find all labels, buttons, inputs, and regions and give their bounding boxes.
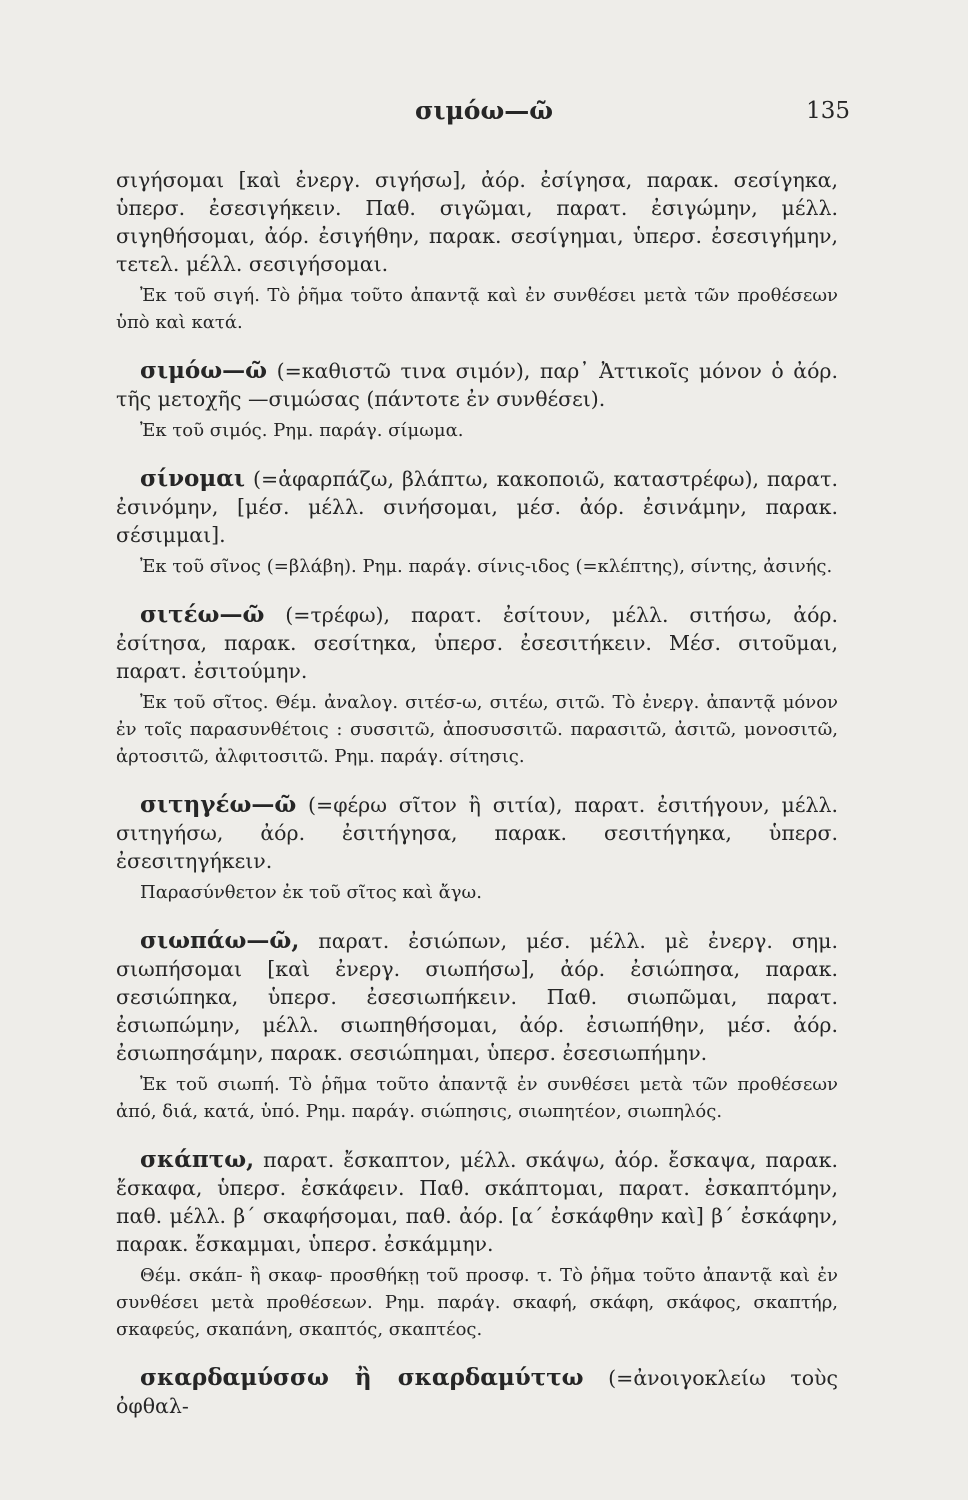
entry-definition — [116, 1146, 838, 1258]
entry-lemma: σίνομαι — [140, 465, 246, 492]
dictionary-entry — [116, 357, 838, 444]
entry-continuation-text: σιγήσομαι [καὶ ἐνεργ. σιγήσω], ἀόρ. ἐσίγησα, παρακ. σεσίγηκα, ὑπερσ. ἐσεσιγήκειν. Παθ. σιγῶμαι, παρατ. ἐσιγώμην, μέλλ. σιγηθήσομαι, ἀόρ. ἐσιγήθην, παρακ. σεσίγημαι, ὑπερσ. ἐσεσιγήμην, τετελ. μέλλ. σεσιγήσομαι. — [116, 168, 838, 276]
entry-lemma: σιτέω—ῶ — [140, 601, 265, 628]
entry-text: (=καθιστῶ τινα σιμόν), παρ᾽ Ἀττικοῖς μόνον ὁ ἀόρ. τῆς μετοχῆς —σιμώσας (πάντοτε ἐν συνθέσει). — [116, 359, 838, 411]
entry-lemma: σιμόω—ῶ — [140, 357, 268, 384]
dictionary-body — [116, 166, 838, 1441]
entry-note: Παρασύνθετον ἐκ τοῦ σῖτος καὶ ἄγω. — [140, 882, 482, 903]
entry-text: (=ἁφαρπάζω, βλάπτω, κακοποιῶ, καταστρέφω), παρατ. ἐσινόμην, [μέσ. μέλλ. σινήσομαι, μέσ. ἀόρ. ἐσινάμην, παρακ. σέσιμμαι]. — [116, 467, 838, 547]
page-header — [0, 96, 968, 136]
entry-lemma: σιωπάω—ῶ, — [140, 927, 300, 954]
entry-definition — [116, 927, 838, 1067]
entry-lemma: σιτηγέω—ῶ — [140, 791, 297, 818]
entry-text: (=ἀνοιγοκλείω τοὺς ὀφθαλ- — [116, 1366, 838, 1418]
entry-definition — [116, 357, 838, 413]
dictionary-entry — [116, 601, 838, 770]
dictionary-entry — [116, 1146, 838, 1343]
entry-note: Ἐκ τοῦ σιμός. Ρημ. παράγ. σίμωμα. — [140, 420, 464, 441]
entry-text: (=τρέφω), παρατ. ἐσίτουν, μέλλ. σιτήσω, ἀόρ. ἐσίτησα, παρακ. σεσίτηκα, ὑπερσ. ἐσεσιτήκειν. Μέσ. σιτοῦμαι, παρατ. ἐσιτούμην. — [116, 603, 838, 683]
page-number: 135 — [806, 98, 850, 124]
entry-note: Ἐκ τοῦ σιγή. Τὸ ῥῆμα τοῦτο ἀπαντᾷ καὶ ἐν συνθέσει μετὰ τῶν προθέσεων ὑπὸ καὶ κατά. — [116, 285, 838, 333]
entry-definition — [116, 601, 838, 685]
entry-lemma: σκαρδαμύσσω ἢ σκαρδαμύττω — [140, 1364, 584, 1391]
dictionary-entry — [116, 1364, 838, 1420]
entry-definition — [116, 1364, 838, 1420]
dictionary-entry — [116, 791, 838, 906]
dictionary-entry — [116, 166, 838, 336]
entry-definition — [116, 791, 838, 875]
entry-text: παρατ. ἔσκαπτον, μέλλ. σκάψω, ἀόρ. ἔσκαψα, παρακ. ἔσκαφα, ὑπερσ. ἐσκάφειν. Παθ. σκάπτομαι, παρατ. ἐσκαπτόμην, παθ. μέλλ. β´ σκαφήσομαι, παθ. ἀόρ. [α´ ἐσκάφθην καὶ] β´ ἐσκάφην, παρακ. ἔσκαμμαι, ὑπερσ. ἐσκάμμην. — [116, 1148, 838, 1256]
dictionary-entry — [116, 465, 838, 580]
entry-note: Ἐκ τοῦ σῖτος. Θέμ. ἀναλογ. σιτέσ-ω, σιτέω, σιτῶ. Τὸ ἐνεργ. ἀπαντᾷ μόνον ἐν τοῖς παρασυνθέτοις : συσσιτῶ, ἀποσυσσιτῶ. παρασιτῶ, ἀσιτῶ, μονοσιτῶ, ἀρτοσιτῶ, ἀλφιτοσιτῶ. Ρημ. παράγ. σίτησις. — [116, 692, 838, 767]
entry-note: Θέμ. σκάπ- ἢ σκαφ- προσθήκῃ τοῦ προσφ. τ. Τὸ ῥῆμα τοῦτο ἀπαντᾷ καὶ ἐν συνθέσει μετὰ προθέσεων. Ρημ. παράγ. σκαφή, σκάφη, σκάφος, σκαπτήρ, σκαφεύς, σκαπάνη, σκαπτός, σκαπτέος. — [116, 1265, 838, 1340]
entry-text: παρατ. ἐσιώπων, μέσ. μέλλ. μὲ ἐνεργ. σημ. σιωπήσομαι [καὶ ἐνεργ. σιωπήσω], ἀόρ. ἐσιώπησα, παρακ. σεσιώπηκα, ὑπερσ. ἐσεσιωπήκειν. Παθ. σιωπῶμαι, παρατ. ἐσιωπώμην, μέλλ. σιωπηθήσομαι, ἀόρ. ἐσιωπήθην, μέσ. ἀόρ. ἐσιωπησάμην, παρακ. σεσιώπημαι, ὑπερσ. ἐσεσιωπήμην. — [116, 929, 838, 1065]
running-head: σιμόω—ῶ — [414, 96, 554, 125]
entry-note: Ἐκ τοῦ σιωπή. Τὸ ῥῆμα τοῦτο ἀπαντᾷ ἐν συνθέσει μετὰ τῶν προθέσεων ἀπό, διά, κατά, ὑπό. Ρημ. παράγ. σιώπησις, σιωπητέον, σιωπηλός. — [116, 1074, 838, 1122]
entry-definition — [116, 465, 838, 549]
dictionary-entry — [116, 927, 838, 1125]
entry-text: (=φέρω σῖτον ἢ σιτία), παρατ. ἐσιτήγουν, μέλλ. σιτηγήσω, ἀόρ. ἐσιτήγησα, παρακ. σεσιτήγηκα, ὑπερσ. ἐσεσιτηγήκειν. — [116, 793, 838, 873]
entry-note: Ἐκ τοῦ σῖνος (=βλάβη). Ρημ. παράγ. σίνις-ιδος (=κλέπτης), σίντης, ἀσινής. — [140, 556, 833, 577]
entry-lemma: σκάπτω, — [140, 1146, 255, 1173]
